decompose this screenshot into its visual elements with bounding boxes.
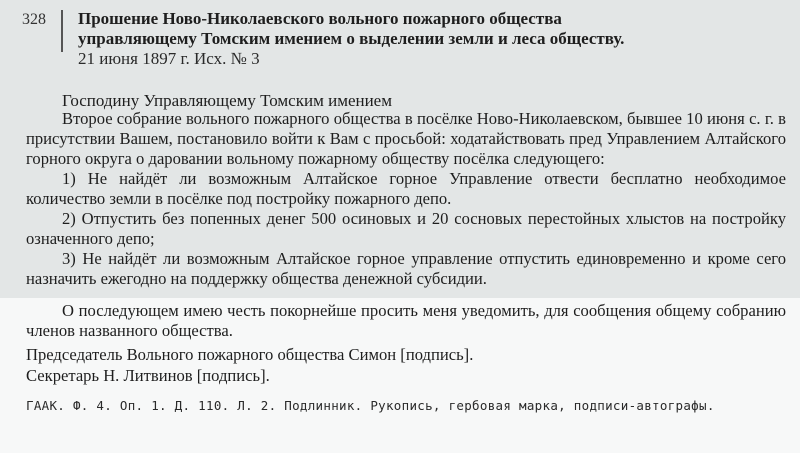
paragraph-request-1: 1) Не найдёт ли возможным Алтайское горное Управление отвести бесплатно необходимое количество земли в посёлке под постройку пожарного депо. — [26, 169, 786, 208]
document-title-line-1: Прошение Ново-Николаевского вольного пожарного общества — [78, 9, 562, 28]
header-rule — [61, 10, 63, 52]
paragraph-request-3: 3) Не найдёт ли возможным Алтайское горное управление отпустить единовременно и кроме сего назначить ежегодно на поддержку общества денежной субсидии. — [26, 249, 786, 288]
page-number: 328 — [22, 11, 46, 28]
paragraph-intro: Второе собрание вольного пожарного общества в посёлке Ново-Николаевском, бывшее 10 июня с. г. в присутствии Вашем, постановило войти к Вам с просьбой: ходатайствовать пред Управлением Алтайского горного округа о даровании вольному пожарному обществу посёлка следующего: — [26, 109, 786, 168]
paragraph-request-2: 2) Отпустить без попенных денег 500 осиновых и 20 сосновых перестойных хлыстов на постройку означенного депо; — [26, 209, 786, 248]
signature-secretary: Секретарь Н. Литвинов [подпись]. — [26, 366, 270, 385]
salutation: Господину Управляющему Томским имением — [62, 91, 392, 110]
signature-chairman: Председатель Вольного пожарного общества Симон [подпись]. — [26, 345, 474, 364]
document-date: 21 июня 1897 г. Исх. № 3 — [78, 49, 260, 68]
document-title — [78, 9, 778, 49]
archive-reference: ГААК. Ф. 4. Оп. 1. Д. 110. Л. 2. Подлинник. Рукопись, гербовая марка, подписи-автографы. — [26, 398, 715, 413]
paragraph-closing: О последующем имею честь покорнейше просить меня уведомить, для сообщения общему собранию членов названного общества. — [26, 301, 786, 340]
document-title-line-2: управляющему Томским имением о выделении земли и леса обществу. — [78, 29, 625, 48]
closing-body — [26, 301, 786, 341]
petition-body — [26, 109, 786, 289]
